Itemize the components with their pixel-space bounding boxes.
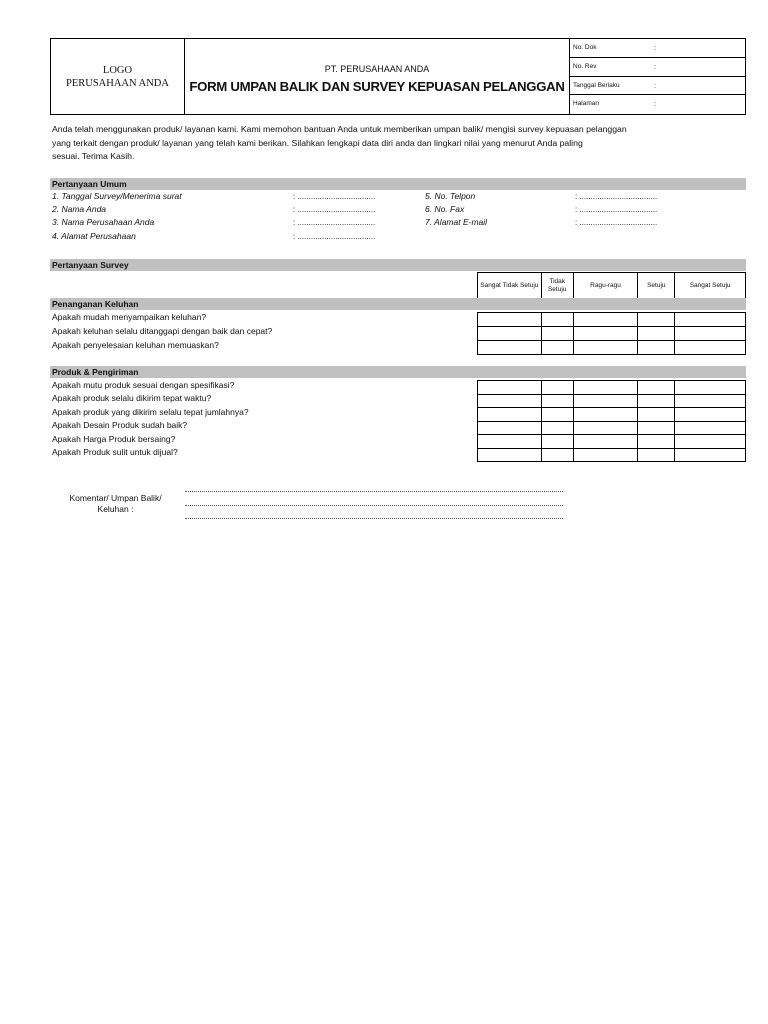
rating-cell[interactable] xyxy=(675,435,746,449)
general-question-5: 5. No. Telpon xyxy=(425,191,476,201)
rating-cell[interactable] xyxy=(541,435,573,449)
column-disagree: Tidak Setuju xyxy=(541,273,573,299)
form-title: FORM UMPAN BALIK DAN SURVEY KEPUASAN PELANGGAN xyxy=(189,79,565,94)
product-question-4: Apakah Desain Produk sudah baik? xyxy=(52,420,188,430)
intro-line-1: Anda telah menggunakan produk/ layanan kami. Kami memohon bantuan Anda untuk memberikan umpan balik/ mengisi survey kepuasan pelanggan xyxy=(52,124,627,134)
section-products-header xyxy=(50,366,746,378)
column-agree: Setuju xyxy=(638,273,675,299)
rating-cell[interactable] xyxy=(638,381,675,395)
meta-value[interactable]: : xyxy=(654,82,656,90)
rating-row xyxy=(478,394,746,408)
rating-cell[interactable] xyxy=(541,327,573,341)
rating-row xyxy=(478,408,746,422)
products-rating-grid xyxy=(477,380,746,462)
general-question-7: 7. Alamat E-mail xyxy=(425,217,488,227)
meta-label: Halaman xyxy=(573,100,600,108)
rating-cell[interactable] xyxy=(478,448,542,462)
answer-field-fax[interactable]: : ................................... xyxy=(575,205,658,214)
meta-row-page xyxy=(570,95,745,114)
general-question-2: 2. Nama Anda xyxy=(52,204,107,214)
rating-cell[interactable] xyxy=(675,341,746,355)
rating-cell[interactable] xyxy=(573,327,638,341)
rating-row xyxy=(478,448,746,462)
section-survey-title: Pertanyaan Survey xyxy=(52,260,129,270)
complaint-question-3: Apakah penyelesaian keluhan memuaskan? xyxy=(52,340,219,350)
rating-row xyxy=(478,435,746,449)
meta-value[interactable]: : xyxy=(654,101,656,109)
rating-cell[interactable] xyxy=(478,421,542,435)
logo-line-2: PERUSAHAAN ANDA xyxy=(66,77,169,89)
product-question-5: Apakah Harga Produk bersaing? xyxy=(52,434,176,444)
column-strongly-agree: Sangat Setuju xyxy=(675,273,746,299)
rating-cell[interactable] xyxy=(541,394,573,408)
general-question-1: 1. Tanggal Survey/Menerima surat xyxy=(52,191,182,201)
company-name: PT. PERUSAHAAN ANDA xyxy=(324,64,430,74)
rating-cell[interactable] xyxy=(541,408,573,422)
comment-line-3[interactable] xyxy=(185,518,563,519)
rating-cell[interactable] xyxy=(541,421,573,435)
rating-cell[interactable] xyxy=(478,408,542,422)
column-strongly-disagree: Sangat Tidak Setuju xyxy=(478,273,542,299)
rating-cell[interactable] xyxy=(541,341,573,355)
meta-row-effective-date xyxy=(570,77,745,96)
rating-cell[interactable] xyxy=(638,327,675,341)
meta-label: No. Dok xyxy=(573,44,597,51)
rating-cell[interactable] xyxy=(573,394,638,408)
rating-cell[interactable] xyxy=(573,408,638,422)
complaints-rating-grid xyxy=(477,312,746,355)
answer-field-address[interactable]: : ................................... xyxy=(293,232,376,241)
rating-cell[interactable] xyxy=(573,421,638,435)
rating-cell[interactable] xyxy=(478,394,542,408)
answer-field-company[interactable]: : ................................... xyxy=(293,218,376,227)
intro-line-3: sesuai. Terima Kasih. xyxy=(52,151,135,161)
rating-cell[interactable] xyxy=(573,435,638,449)
rating-cell[interactable] xyxy=(638,313,675,327)
logo-line-1: LOGO xyxy=(102,64,133,76)
general-question-3: 3. Nama Perusahaan Anda xyxy=(52,217,155,227)
comment-line-2[interactable] xyxy=(185,505,563,506)
meta-label: Tanggal Berlaku xyxy=(573,81,620,89)
column-neutral: Ragu-ragu xyxy=(573,273,638,299)
rating-cell[interactable] xyxy=(573,341,638,355)
rating-row xyxy=(478,313,746,327)
section-survey-header xyxy=(50,259,746,271)
intro-line-2: yang terkait dengan produk/ layanan yang telah kami berikan. Silahkan lengkapi data diri anda dan lingkari nilai yang menurut Anda paling xyxy=(52,137,583,148)
rating-cell[interactable] xyxy=(478,341,542,355)
rating-cell[interactable] xyxy=(573,313,638,327)
complaint-question-1: Apakah mudah menyampaikan keluhan? xyxy=(52,312,207,322)
answer-field-email[interactable]: : ................................... xyxy=(575,218,658,227)
answer-field-phone[interactable]: : ................................... xyxy=(575,192,658,201)
rating-cell[interactable] xyxy=(675,313,746,327)
rating-cell[interactable] xyxy=(478,381,542,395)
product-question-1: Apakah mutu produk sesuai dengan spesifikasi? xyxy=(52,380,235,390)
rating-cell[interactable] xyxy=(541,313,573,327)
comment-line-1[interactable] xyxy=(185,491,563,492)
rating-cell[interactable] xyxy=(478,313,542,327)
product-question-3: Apakah produk yang dikirim selalu tepat jumlahnya? xyxy=(52,407,249,417)
document-meta xyxy=(570,39,745,114)
company-logo xyxy=(51,39,185,114)
rating-cell[interactable] xyxy=(638,341,675,355)
section-general-title: Pertanyaan Umum xyxy=(52,179,127,189)
complaint-question-2: Apakah keluhan selalu ditanggapi dengan baik dan cepat? xyxy=(52,326,273,336)
rating-cell[interactable] xyxy=(541,448,573,462)
rating-cell[interactable] xyxy=(675,327,746,341)
meta-row-revision xyxy=(570,58,745,77)
rating-cell[interactable] xyxy=(573,381,638,395)
rating-scale-header xyxy=(477,272,746,299)
intro-paragraph xyxy=(52,123,732,164)
rating-cell[interactable] xyxy=(638,435,675,449)
rating-row xyxy=(478,421,746,435)
section-products-title: Produk & Pengiriman xyxy=(52,367,139,377)
document-header xyxy=(50,38,746,115)
rating-cell[interactable] xyxy=(638,421,675,435)
product-question-6: Apakah Produk sulit untuk dijual? xyxy=(52,447,178,457)
section-general-header xyxy=(50,178,746,190)
title-box xyxy=(185,39,570,114)
section-complaints-header xyxy=(50,298,746,310)
answer-field-survey-date[interactable]: : ................................... xyxy=(293,192,376,201)
rating-cell[interactable] xyxy=(478,327,542,341)
answer-field-name[interactable]: : ................................... xyxy=(293,205,376,214)
rating-cell[interactable] xyxy=(675,381,746,395)
meta-value[interactable]: : xyxy=(654,45,656,52)
rating-cell[interactable] xyxy=(675,421,746,435)
general-question-6: 6. No. Fax xyxy=(425,204,465,214)
rating-cell[interactable] xyxy=(675,448,746,462)
rating-row xyxy=(478,341,746,355)
meta-value[interactable]: : xyxy=(654,63,656,71)
rating-cell[interactable] xyxy=(675,408,746,422)
rating-cell[interactable] xyxy=(478,435,542,449)
product-question-2: Apakah produk selalu dikirim tepat waktu? xyxy=(52,393,212,403)
rating-row xyxy=(478,381,746,395)
general-question-4: 4. Alamat Perusahaan xyxy=(52,231,136,241)
meta-row-doc-number xyxy=(570,39,745,58)
rating-cell[interactable] xyxy=(573,448,638,462)
rating-cell[interactable] xyxy=(541,381,573,395)
comment-label: Komentar/ Umpan Balik/ Keluhan : xyxy=(69,493,162,514)
section-complaints-title: Penanganan Keluhan xyxy=(52,299,139,309)
rating-row xyxy=(478,327,746,341)
rating-cell[interactable] xyxy=(638,408,675,422)
meta-label: No. Rev xyxy=(573,62,597,70)
rating-cell[interactable] xyxy=(638,448,675,462)
rating-cell[interactable] xyxy=(638,394,675,408)
rating-cell[interactable] xyxy=(675,394,746,408)
